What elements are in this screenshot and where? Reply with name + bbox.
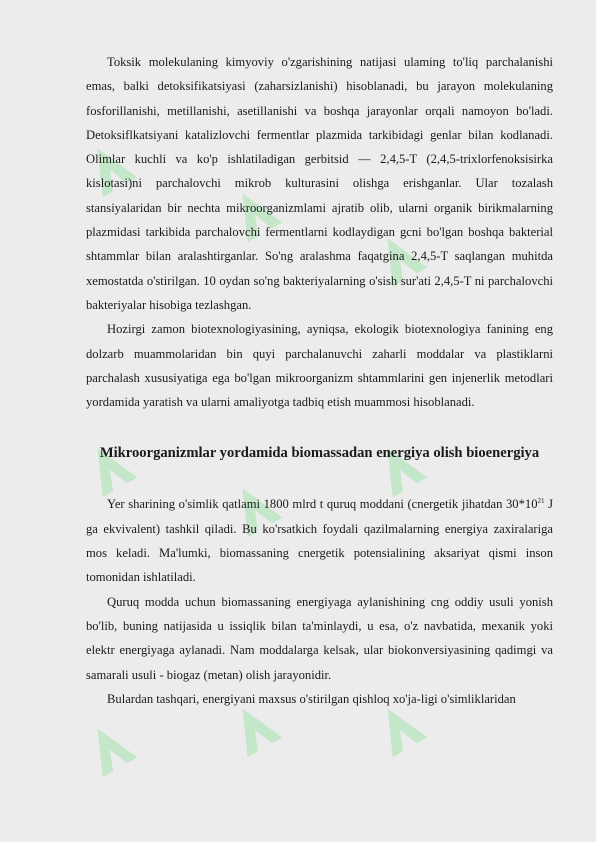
watermark-logo-icon	[80, 720, 140, 780]
paragraph-text: Yer sharining o'simlik qatlami 1800 mlrd t quruq moddani (cnergetik jihatdan 30*10	[107, 497, 538, 512]
section-heading: Mikroorganizmlar yordamida biomassadan energiya olish bioenergiya	[99, 445, 540, 462]
paragraph-text: J ga ekvivalent) tashkil qiladi. Bu ko'rsatkich foydali qazilmalarning energiya zaxiralariga mos keladi. Ma'lumki, biomassaning cnergetik potensialining aksariyat qismi inson tomonidan ishlatiladi.	[86, 497, 553, 585]
body-text	[86, 50, 553, 711]
paragraph: Quruq modda uchun biomassaning energiyaga aylanishining cng oddiy usuli yonish bo'lib, buning natijasida u issiqlik bilan ta'minlaydi, u esa, o'z navbatida, mexanik yoki elektr energiyaga aylanadi. Nam moddalarga kelsak, ular biokonversiyasining qadimgi va samarali usuli - biogaz (metan) olish jarayonidir.	[86, 594, 553, 682]
paragraph: Hozirgi zamon biotexnologiyasining, ayniqsa, ekologik biotexnologiya fanining eng dolzarb muammolaridan bin quyi parchalanuvchi zaharli moddalar va plastiklarni parchalash xususiyatiga ega bo'lgan mikroorganizm shtammlarini gen injenerlik metodlari yordamida yaratish va ularni amaliyotga tadbiq etish muammosi hisoblanadi.	[86, 322, 553, 410]
superscript-exponent: 21	[537, 497, 545, 506]
paragraph: Bulardan tashqari, energiyani maxsus o'stirilgan qishloq xo'ja-ligi o'simliklaridan	[107, 691, 516, 706]
paragraph: Toksik molekulaning kimyoviy o'zgarishining natijasi ulaming to'liq parchalanishi emas, balki detoksifikatsiyasi (zaharsizlanishi) hisoblanadi, bu jarayon molekulaning fosforillanishi, metillanishi, asetillanishi va boshqa jarayonlar orqali namoyon bo'ladi. Detoksiflkatsiyani katalizlovchi fermentlar plazmida tarkibidagi genlar bilan kodlanadi. Olimlar kuchli va ko'p ishlatiladigan gerbitsid — 2,4,5-T (2,4,5-trixlorfenoksisirka kislotasi)ni parchalovchi mikrob kulturasini olishga erishganlar. Ular tozalash stansiyalaridan bir nechta mikroorganizmlami ajratib olib, ularni organik birikmalarning plazmidasi tarkibida parchalovchi fermentlarni kodlaydigan gcni bo'lgan boshqa bakterial shtammlar bilan aralashtirganlar. So'ng aralashma faqatgina 2,4,5-T saqlangan muhitda xemostatda o'stirilgan. 10 oydan so'ng bakteriyalarning o'sish sur'ati 2,4,5-T ni parchalovchi bakteriyalar hisobiga tezlashgan.	[86, 55, 553, 312]
paragraph	[86, 492, 553, 589]
